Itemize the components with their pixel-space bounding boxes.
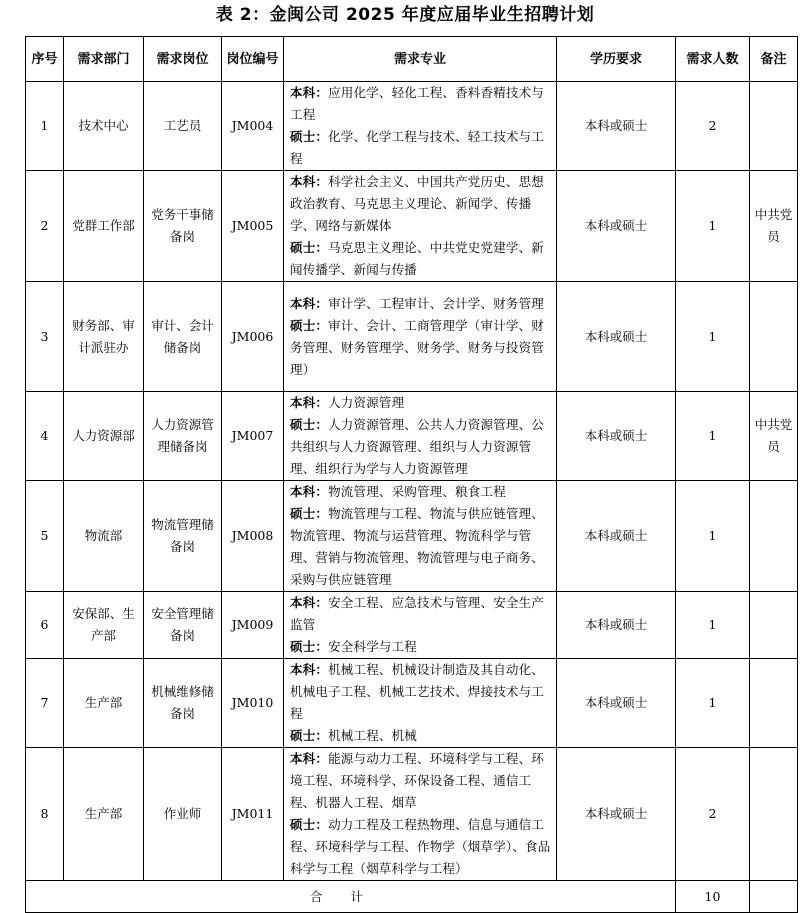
master-label: 硕士： [290,506,329,521]
header-major: 需求专业 [284,37,557,82]
header-count: 需求人数 [676,37,750,82]
cell-note [750,481,798,592]
header-post: 需求岗位 [144,37,222,82]
bachelor-majors: 安全工程、应急技术与管理、安全生产监管 [290,595,545,632]
cell-code: JM006 [222,282,284,392]
master-majors: 马克思主义理论、中共党史党建学、新闻传播学、新闻与传播 [290,240,545,277]
bachelor-majors: 能源与动力工程、环境科学与工程、环境工程、环境科学、环保设备工程、通信工程、机器人工程、烟草 [290,751,545,810]
master-majors: 机械工程、机械 [328,728,418,743]
total-row [26,881,798,913]
cell-note [750,659,798,748]
master-label: 硕士： [290,317,329,333]
cell-note: 中共党员 [750,392,798,481]
cell-dept: 生产部 [64,659,144,748]
header-code: 岗位编号 [222,37,284,82]
cell-major [284,171,557,282]
header-no: 序号 [26,37,64,82]
bachelor-label: 本科： [290,662,329,677]
bachelor-majors: 审计学、工程审计、会计学、财务管理 [328,295,545,311]
cell-dept: 人力资源部 [64,392,144,481]
table-row [26,748,798,881]
cell-post: 人力资源管理储备岗 [144,392,222,481]
master-label: 硕士： [290,639,329,654]
cell-dept: 党群工作部 [64,171,144,282]
header-edu: 学历要求 [557,37,676,82]
cell-major [284,659,557,748]
cell-note [750,592,798,659]
cell-major [284,282,557,392]
master-majors: 安全科学与工程 [328,639,418,654]
table-row [26,82,798,171]
bachelor-label: 本科： [290,295,329,311]
bachelor-majors: 科学社会主义、中国共产党历史、思想政治教育、马克思主义理论、新闻学、传播学、网络与新媒体 [290,174,545,233]
bachelor-label: 本科： [290,395,329,410]
cell-edu: 本科或硕士 [557,282,676,392]
recruitment-plan-table [25,36,798,913]
cell-code: JM004 [222,82,284,171]
cell-no: 3 [26,282,64,392]
table-row [26,592,798,659]
cell-count: 1 [676,282,750,392]
cell-no: 5 [26,481,64,592]
bachelor-majors: 机械工程、机械设计制造及其自动化、机械电子工程、机械工艺技术、焊接技术与工程 [290,662,545,721]
table-row [26,171,798,282]
cell-no: 8 [26,748,64,881]
cell-edu: 本科或硕士 [557,748,676,881]
header-row [26,37,798,82]
total-count: 10 [676,881,750,913]
cell-count: 1 [676,659,750,748]
cell-major [284,748,557,881]
cell-dept: 安保部、生产部 [64,592,144,659]
table-row [26,282,798,392]
cell-code: JM011 [222,748,284,881]
cell-dept: 财务部、审计派驻办 [64,282,144,392]
bachelor-majors: 应用化学、轻化工程、香料香精技术与工程 [290,85,545,122]
table-row [26,392,798,481]
bachelor-label: 本科： [290,484,329,499]
master-label: 硕士： [290,240,329,255]
total-label: 合计 [26,881,676,913]
table-row [26,659,798,748]
master-majors: 动力工程及工程热物理、信息与通信工程、环境科学与工程、作物学（烟草学）、食品科学与工程（烟草科学与工程） [290,817,551,876]
cell-count: 1 [676,481,750,592]
master-label: 硕士： [290,728,329,743]
bachelor-majors: 物流管理、采购管理、粮食工程 [328,484,506,499]
master-majors: 物流管理与工程、物流与供应链管理、物流管理、物流与运营管理、物流科学与管理、营销与物流管理、物流管理与电子商务、采购与供应链管理 [290,506,545,587]
cell-dept: 技术中心 [64,82,144,171]
master-majors: 审计、会计、工商管理学（审计学、财务管理、财务管理学、财务学、财务与投资管理） [290,317,545,377]
cell-post: 审计、会计储备岗 [144,282,222,392]
cell-dept: 物流部 [64,481,144,592]
cell-edu: 本科或硕士 [557,592,676,659]
cell-code: JM008 [222,481,284,592]
cell-post: 安全管理储备岗 [144,592,222,659]
master-majors: 化学、化学工程与技术、轻工技术与工程 [290,129,545,166]
master-label: 硕士： [290,417,329,432]
cell-post: 党务干事储备岗 [144,171,222,282]
cell-no: 2 [26,171,64,282]
total-note [750,881,798,913]
table-title: 表 2：金闽公司 2025 年度应届毕业生招聘计划 [215,5,595,25]
cell-major [284,392,557,481]
bachelor-label: 本科： [290,595,329,610]
cell-major [284,481,557,592]
cell-edu: 本科或硕士 [557,659,676,748]
cell-no: 7 [26,659,64,748]
cell-edu: 本科或硕士 [557,392,676,481]
cell-count: 2 [676,748,750,881]
cell-edu: 本科或硕士 [557,82,676,171]
bachelor-label: 本科： [290,174,329,189]
cell-code: JM007 [222,392,284,481]
cell-edu: 本科或硕士 [557,171,676,282]
cell-count: 1 [676,592,750,659]
cell-count: 1 [676,392,750,481]
table-row [26,481,798,592]
header-note: 备注 [750,37,798,82]
cell-no: 6 [26,592,64,659]
cell-post: 工艺员 [144,82,222,171]
master-label: 硕士： [290,129,329,144]
cell-no: 4 [26,392,64,481]
bachelor-majors: 人力资源管理 [328,395,405,410]
bachelor-label: 本科： [290,751,329,766]
cell-code: JM010 [222,659,284,748]
cell-note [750,282,798,392]
cell-major [284,82,557,171]
cell-code: JM009 [222,592,284,659]
cell-post: 机械维修储备岗 [144,659,222,748]
cell-dept: 生产部 [64,748,144,881]
cell-note [750,82,798,171]
cell-note [750,748,798,881]
cell-note: 中共党员 [750,171,798,282]
header-dept: 需求部门 [64,37,144,82]
cell-post: 物流管理储备岗 [144,481,222,592]
cell-major [284,592,557,659]
cell-edu: 本科或硕士 [557,481,676,592]
master-label: 硕士： [290,817,329,832]
cell-no: 1 [26,82,64,171]
bachelor-label: 本科： [290,85,329,100]
master-majors: 人力资源管理、公共人力资源管理、公共组织与人力资源管理、组织与人力资源管理、组织行为学与人力资源管理 [290,417,545,476]
cell-code: JM005 [222,171,284,282]
cell-post: 作业师 [144,748,222,881]
cell-count: 2 [676,82,750,171]
cell-count: 1 [676,171,750,282]
